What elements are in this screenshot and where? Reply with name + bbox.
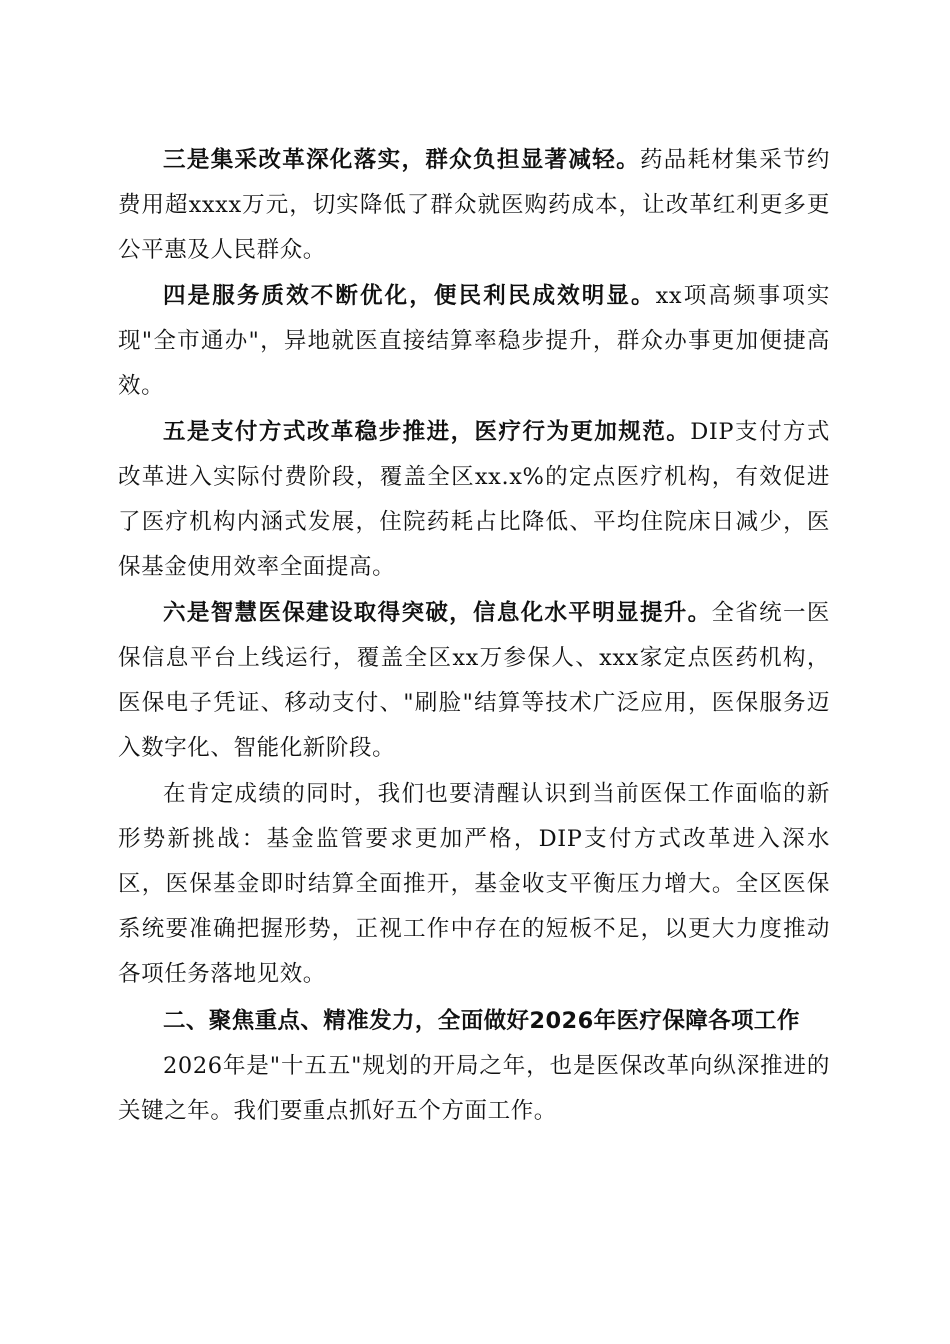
paragraph-challenges [118, 772, 830, 997]
paragraph-lead: 六是智慧医保建设取得突破，信息化水平明显提升。 [163, 600, 712, 626]
paragraph-lead: 四是服务质效不断优化，便民利民成效明显。 [163, 283, 656, 309]
paragraph-body: 全省统一医保信息平台上线运行，覆盖全区xx万参保人、xxx家定点医药机构，医保电子凭证、移动支付、"刷脸"结算等技术广泛应用，医保服务迈入数字化、智能化新阶段。 [118, 600, 830, 761]
paragraph-lead: 三是集采改革深化落实，群众负担显著减轻。 [163, 147, 640, 173]
paragraph-body: 在肯定成绩的同时，我们也要清醒认识到当前医保工作面临的新形势新挑战：基金监管要求更加严格，DIP支付方式改革进入深水区，医保基金即时结算全面推开，基金收支平衡压力增大。全区医保系统要准确把握形势，正视工作中存在的短板不足，以更大力度推动各项任务落地见效。 [118, 781, 830, 987]
document-page [118, 138, 830, 1134]
paragraph-body: xx项高频事项实现"全市通办"，异地就医直接结算率稳步提升，群众办事更加便捷高效。 [118, 283, 830, 399]
paragraph-body: 药品耗材集采节约费用超xxxx万元，切实降低了群众就医购药成本，让改革红利更多更公平惠及人民群众。 [118, 147, 830, 263]
paragraph-lead: 五是支付方式改革稳步推进，医疗行为更加规范。 [163, 419, 691, 445]
paragraph-collective-procurement [118, 138, 830, 273]
paragraph-smart-insurance [118, 591, 830, 771]
paragraph-service-quality [118, 274, 830, 409]
paragraph-body: DIP支付方式改革进入实际付费阶段，覆盖全区xx.x%的定点医疗机构，有效促进了医疗机构内涵式发展，住院药耗占比降低、平均住院床日减少，医保基金使用效率全面提高。 [118, 419, 830, 580]
paragraph-payment-reform [118, 410, 830, 590]
section-heading: 二、聚焦重点、精准发力，全面做好2026年医疗保障各项工作 [163, 1008, 800, 1034]
paragraph-closing: 2026年是"十五五"规划的开局之年，也是医保改革向纵深推进的关键之年。我们要重点抓好五个方面工作。 [118, 1053, 830, 1124]
